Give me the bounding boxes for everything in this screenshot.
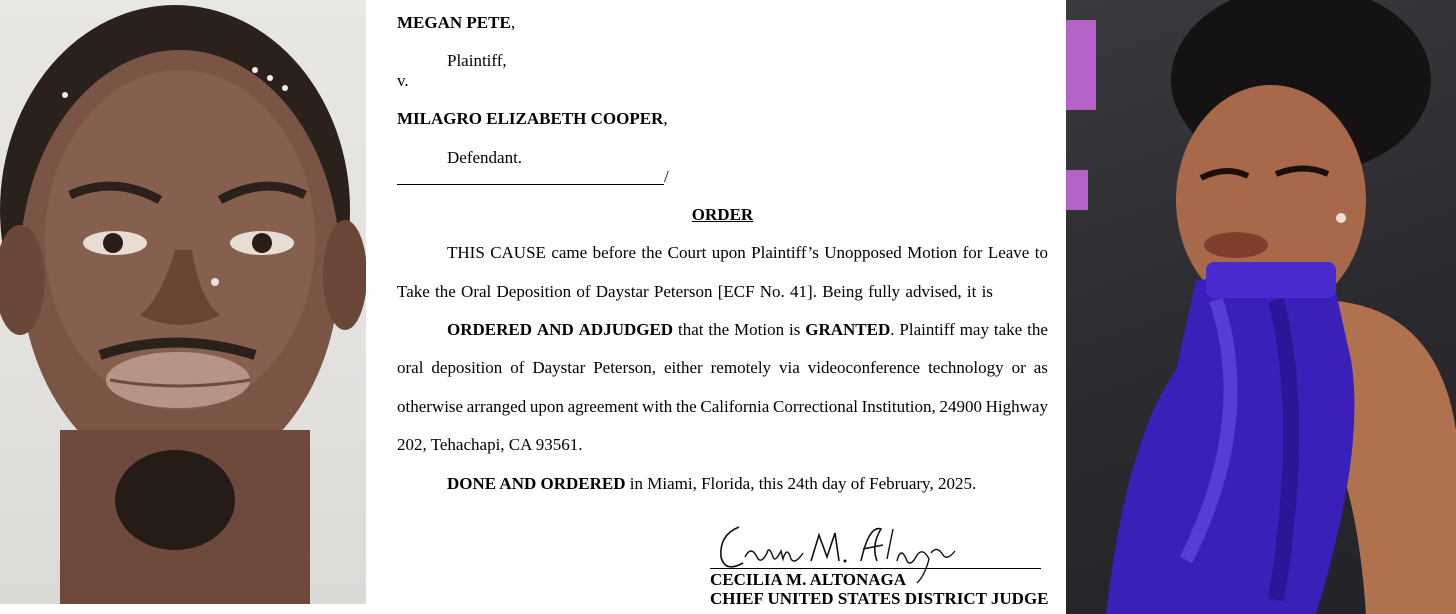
para1-line1-word: the — [641, 243, 663, 262]
plaintiff-comma: , — [510, 13, 516, 32]
para2-line2-word: Daystar — [532, 358, 586, 377]
para2-line3-word: Institution, — [861, 397, 936, 416]
para2-line2-word: Peterson, — [593, 358, 656, 377]
para1-line1-word: Court — [667, 243, 707, 262]
para2-line2-word: technology — [928, 358, 1004, 377]
para3-line — [447, 474, 976, 494]
left-portrait-photo — [0, 0, 366, 604]
para1-line1-word: to — [1034, 243, 1048, 262]
judge-name: CECILIA M. ALTONAGA — [710, 570, 907, 589]
para2-line3-word: California — [700, 397, 770, 416]
ordered-and-adjudged-word: AND — [536, 320, 574, 339]
para1-line1-word: Unopposed — [824, 243, 902, 262]
para2-line2 — [397, 358, 1048, 378]
para1-line1-word: CAUSE — [490, 243, 546, 262]
right-portrait-illustration — [1066, 0, 1456, 614]
para2-line1-word: that — [677, 320, 704, 339]
caption-rule — [397, 184, 664, 185]
para2-line2-word: of — [510, 358, 525, 377]
para2-line1-word: take — [993, 320, 1023, 339]
plaintiff-role: Plaintiff, — [447, 51, 507, 70]
para1-line1 — [447, 243, 1048, 263]
para2-line2-word: as — [1033, 358, 1048, 377]
para2-line3-word: otherwise — [397, 397, 464, 416]
para1-line1-word: for — [962, 243, 983, 262]
para2-line1 — [447, 320, 1048, 340]
order-title: ORDER — [691, 205, 754, 224]
para2-line1-word: the — [708, 320, 730, 339]
para2-line1-word: may — [959, 320, 989, 339]
para2-line3 — [397, 397, 1048, 417]
court-order-document — [366, 0, 1066, 614]
judge-title: CHIEF UNITED STATES DISTRICT JUDGE — [710, 589, 1049, 608]
para2-line2-word: remotely — [710, 358, 772, 377]
signature-rule — [710, 568, 1041, 569]
para2-line3-word: Correctional — [773, 397, 858, 416]
para2-line2-word: or — [1011, 358, 1026, 377]
para2-line3-word: Highway — [985, 397, 1048, 416]
right-portrait-photo — [1066, 0, 1456, 614]
para2-line2-word: either — [663, 358, 703, 377]
para3-rest: in Miami, Florida, this 24th day of February, 2025. — [625, 474, 977, 493]
para1-line1-word: Motion — [907, 243, 958, 262]
done-and-ordered: DONE AND ORDERED — [447, 474, 626, 493]
para2-line1-word: is — [789, 320, 801, 339]
caption-rule-slash: / — [664, 167, 669, 186]
para1-line1-word: upon — [711, 243, 746, 262]
plaintiff-name: MEGAN PETE — [397, 13, 511, 32]
para2-line2-word: via — [779, 358, 800, 377]
para2-line3-word: arranged — [466, 397, 527, 416]
versus-label: v. — [397, 71, 409, 90]
para1-line1-word: came — [551, 243, 588, 262]
ordered-and-adjudged-word: ADJUDGED — [578, 320, 674, 339]
para1-line1-word: before — [592, 243, 637, 262]
left-portrait-illustration — [0, 0, 366, 604]
defendant-name: MILAGRO ELIZABETH COOPER — [397, 109, 664, 128]
para2-line2-word: oral — [397, 358, 424, 377]
para2-line1-word: Plaintiff — [899, 320, 955, 339]
granted-word: GRANTED. — [805, 320, 895, 339]
para2-line1-word: the — [1027, 320, 1048, 339]
defendant-comma: , — [663, 109, 668, 128]
para1-line1-word: THIS — [447, 243, 485, 262]
para2-line2-word: deposition — [431, 358, 503, 377]
plaintiff-line — [397, 13, 515, 33]
para1-line1-word: Plaintiff’s — [751, 243, 819, 262]
para2-line1-word: Motion — [734, 320, 785, 339]
para1-line2: Take the Oral Deposition of Daystar Peterson [ECF No. 41]. Being fully advised, it is — [397, 282, 993, 301]
para2-line3-word: upon — [529, 397, 564, 416]
para1-line1-word: Leave — [987, 243, 1030, 262]
para2-line4: 202, Tehachapi, CA 93561. — [397, 435, 583, 454]
para2-line3-word: with — [642, 397, 673, 416]
para2-line2-word: videoconference — [807, 358, 921, 377]
defendant-line — [397, 109, 668, 129]
para2-line3-word: the — [675, 397, 697, 416]
para2-line3-word: 24900 — [939, 397, 982, 416]
defendant-role: Defendant. — [447, 148, 523, 167]
para2-line3-word: agreement — [567, 397, 639, 416]
ordered-and-adjudged-word: ORDERED — [447, 320, 533, 339]
